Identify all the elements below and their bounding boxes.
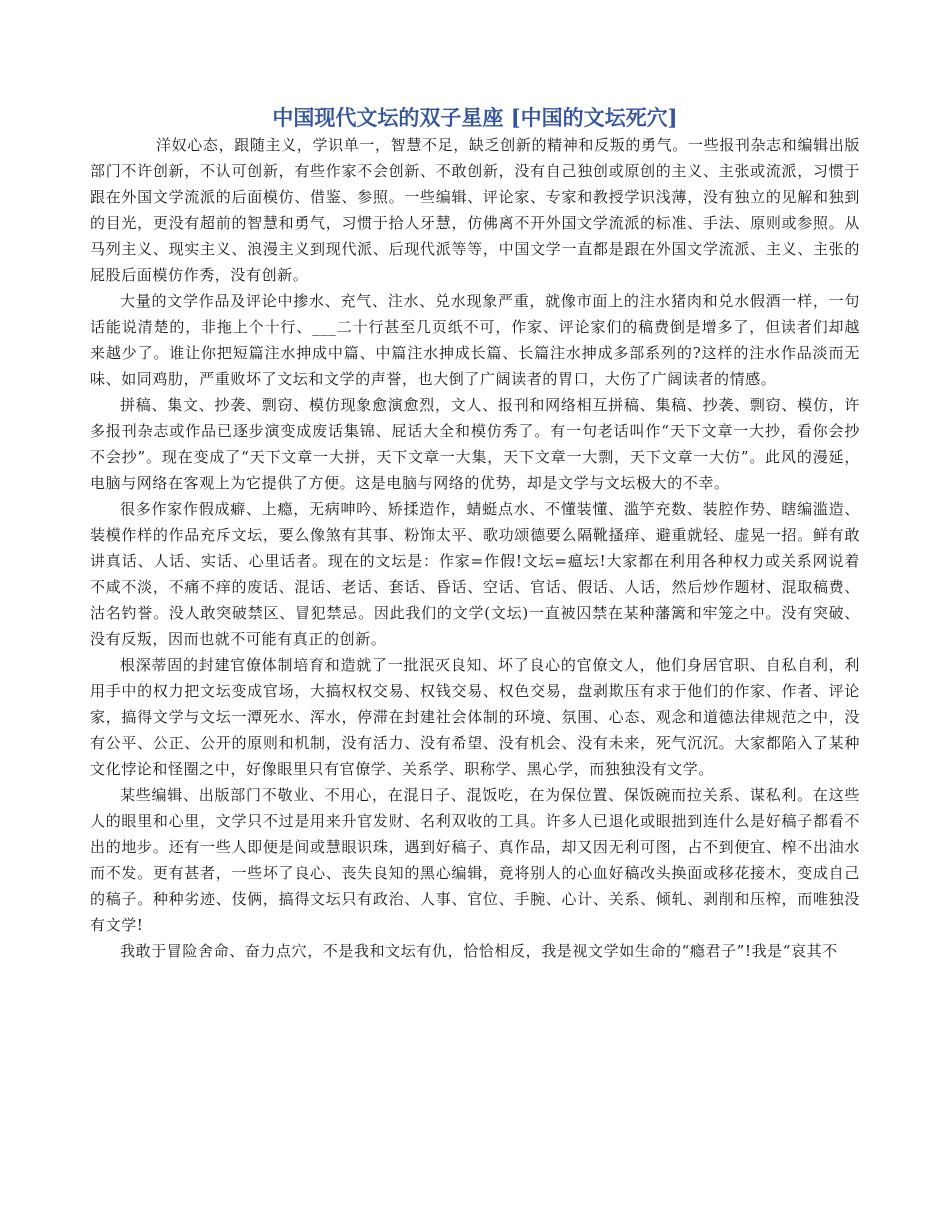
paragraph: 洋奴心态，跟随主义，学识单一，智慧不足，缺乏创新的精神和反叛的勇气。一些报刊杂志和编辑出版部门不许创新，不认可创新，有些作家不会创新、不敢创新，没有自己独创或原创的主义、主张或流派，习惯于跟在外国文学流派的后面模仿、借鉴、参照。一些编辑、评论家、专家和教授学识浅薄，没有独立的见解和独到的目光，更没有超前的智慧和勇气，习惯于拾人牙慧，仿佛离不开外国文学流派的标准、手法、原则或参照。从马列主义、现实主义、浪漫主义到现代派、后现代派等等，中国文学一直都是跟在外国文学流派、主义、主张的屁股后面模仿作秀，没有创新。 [90,136,860,284]
document-title: 中国现代文坛的双子星座 [中国的文坛死穴] [272,105,678,130]
paragraph: 很多作家作假成癖、上瘾，无病呻吟、矫揉造作，蜻蜓点水、不懂装懂、滥竽充数、装腔作势、瞎编滥造、装模作样的作品充斥文坛，要么像煞有其事、粉饰太平、歌功颂德要么隔靴搔痒、避重就轻、虚晃一招。鲜有敢讲真话、人话、实话、心里话者。现在的文坛是：作家=作假!文坛=瘟坛!大家都在利用各种权力或关系网说着不咸不淡，不痛不痒的废话、混话、老话、套话、昏话、空话、官话、假话、人话，然后炒作题材、混取稿费、沽名钓誉。没人敢突破禁区、冒犯禁忌。因此我们的文学(文坛)一直被囚禁在某种藩篱和牢笼之中。没有突破、没有反叛，因而也就不可能有真正的创新。 [90,500,860,648]
paragraph: 某些编辑、出版部门不敬业、不用心，在混日子、混饭吃，在为保位置、保饭碗而拉关系、谋私利。在这些人的眼里和心里，文学只不过是用来升官发财、名利双收的工具。许多人已退化或眼拙到连什么是好稿子都看不出的地步。还有一些人即便是间或慧眼识珠，遇到好稿子、真作品，却又因无利可图，占不到便宜、榨不出油水而不发。更有甚者，一些坏了良心、丧失良知的黑心编辑，竟将别人的心血好稿改头换面或移花接木，变成自己的稿子。种种劣迹、伎俩，搞得文坛只有政治、人事、官位、手腕、心计、关系、倾轧、剥削和压榨，而唯独没有文学! [90,786,860,934]
document-body [90,132,860,964]
paragraph: 大量的文学作品及评论中掺水、充气、注水、兑水现象严重，就像市面上的注水猪肉和兑水假酒一样，一句话能说清楚的，非拖上个十行、___二十行甚至几页纸不可，作家、评论家们的稿费倒是增多了，但读者们却越来越少了。谁让你把短篇注水抻成中篇、中篇注水抻成长篇、长篇注水抻成多部系列的?这样的注水作品淡而无味、如同鸡肋，严重败坏了文坛和文学的声誉，也大倒了广阔读者的胃口，大伤了广阔读者的情感。 [90,292,860,388]
paragraph: 我敢于冒险舍命、奋力点穴，不是我和文坛有仇，恰恰相反，我是视文学如生命的“瘾君子”!我是“哀其不 [120,942,838,960]
paragraph: 根深蒂固的封建官僚体制培育和造就了一批泯灭良知、坏了良心的官僚文人，他们身居官职、自私自利，利用手中的权力把文坛变成官场，大搞权权交易、权钱交易、权色交易，盘剥欺压有求于他们的作家、作者、评论家，搞得文学与文坛一潭死水、浑水，停滞在封建社会体制的环境、氛围、心态、观念和道德法律规范之中，没有公平、公正、公开的原则和机制，没有活力、没有希望、没有机会、没有未来，死气沉沉。大家都陷入了某种文化悖论和怪圈之中，好像眼里只有官僚学、关系学、职称学、黑心学，而独独没有文学。 [90,656,860,778]
paragraph: 拼稿、集文、抄袭、剽窃、模仿现象愈演愈烈，文人、报刊和网络相互拼稿、集稿、抄袭、剽窃、模仿，许多报刊杂志或作品已逐步演变成废话集锦、屁话大全和模仿秀了。有一句老话叫作“天下文章一大抄，看你会抄不会抄”。现在变成了“天下文章一大拼，天下文章一大集，天下文章一大剽，天下文章一大仿”。此风的漫延，电脑与网络在客观上为它提供了方便。这是电脑与网络的优势，却是文学与文坛极大的不幸。 [90,396,860,492]
